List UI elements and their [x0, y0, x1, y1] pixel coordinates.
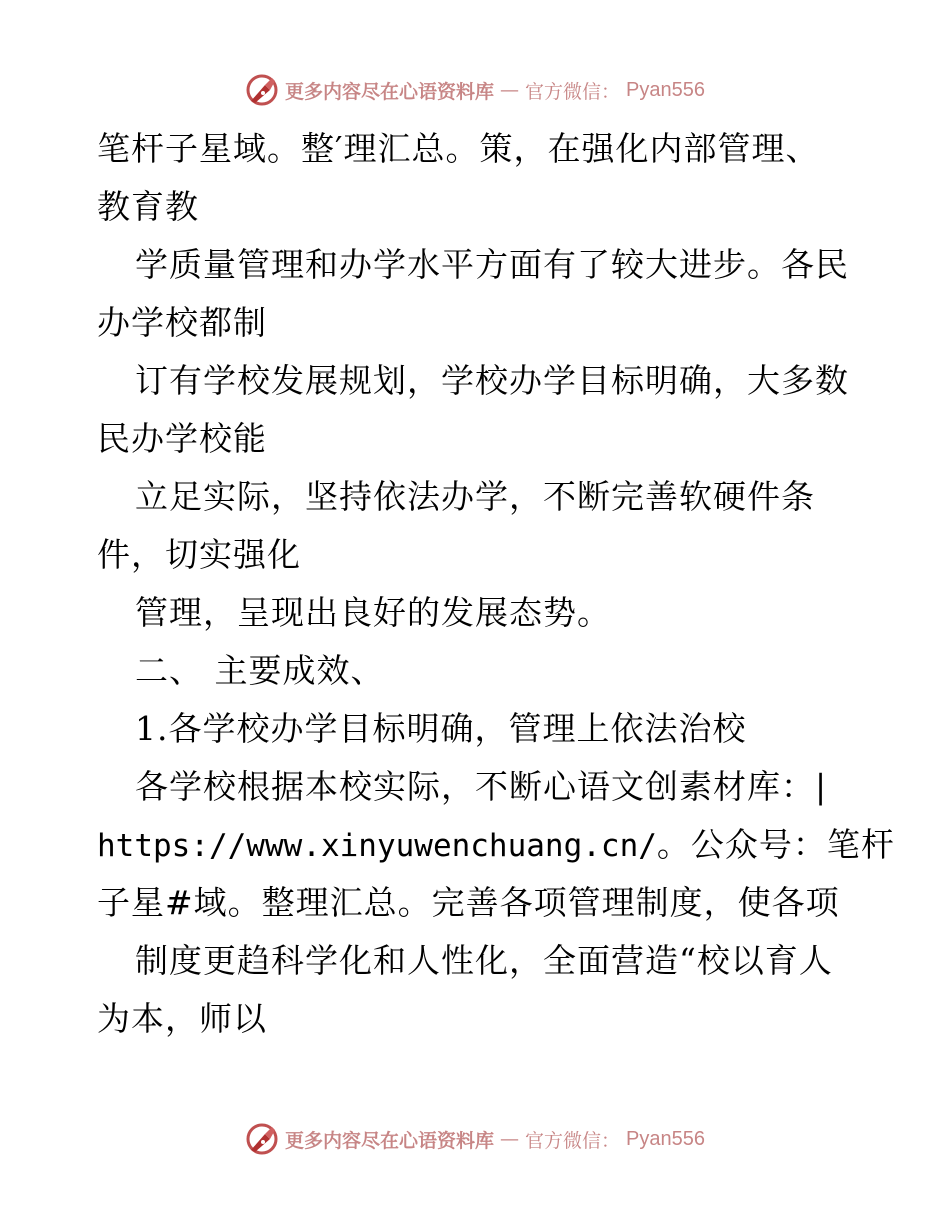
- banner-wechat-id: Pyan556: [626, 1127, 705, 1150]
- banner-wechat-id: Pyan556: [626, 78, 705, 101]
- url-text: https://www.xinyuwenchuang.cn/: [97, 828, 657, 864]
- pen-nib-logo-icon: [245, 73, 279, 107]
- footer-banner: [0, 1119, 950, 1159]
- text-line: 笔杆子星域。整′理汇总。策，在强化内部管理、: [97, 129, 820, 168]
- banner-wechat-label: 官方微信：: [525, 80, 621, 103]
- text-line: 办学校都制: [97, 303, 267, 342]
- banner-wechat-label: 官方微信：: [525, 1129, 621, 1152]
- text-line: 教育教: [97, 187, 199, 226]
- text-line: 子星#域。整理汇总。完善各项管理制度，使各项: [97, 883, 840, 922]
- text-line: 各学校根据本校实际，不断心语文创素材库：|: [135, 767, 828, 806]
- text-line: 学质量管理和办学水平方面有了较大进步。各民: [135, 245, 849, 284]
- text-line: 二、 主要成效、: [135, 651, 385, 690]
- banner-separator: —: [500, 1128, 520, 1150]
- text-line: 立足实际，坚持依法办学，不断完善软硬件条: [135, 477, 815, 516]
- banner-separator: —: [500, 79, 520, 101]
- text-line: 订有学校发展规划，学校办学目标明确，大多数: [135, 361, 849, 400]
- text-line: 管理，呈现出良好的发展态势。: [135, 593, 611, 632]
- text-line: 1.各学校办学目标明确，管理上依法治校: [135, 709, 747, 748]
- document-body: [97, 120, 895, 1048]
- text-line: 民办学校能: [97, 419, 267, 458]
- text-line: 件，切实强化: [97, 535, 301, 574]
- banner-main-text: 更多内容尽在心语资料库: [285, 80, 495, 103]
- text-line: [97, 816, 895, 874]
- text-line: 为本，师以: [97, 999, 267, 1038]
- header-banner: [0, 70, 950, 110]
- banner-main-text: 更多内容尽在心语资料库: [285, 1129, 495, 1152]
- pen-nib-logo-icon: [245, 1122, 279, 1156]
- text-line: 制度更趋科学化和人性化，全面营造“校以育人: [135, 941, 833, 980]
- text-line-tail: 。公众号：笔杆: [656, 825, 895, 864]
